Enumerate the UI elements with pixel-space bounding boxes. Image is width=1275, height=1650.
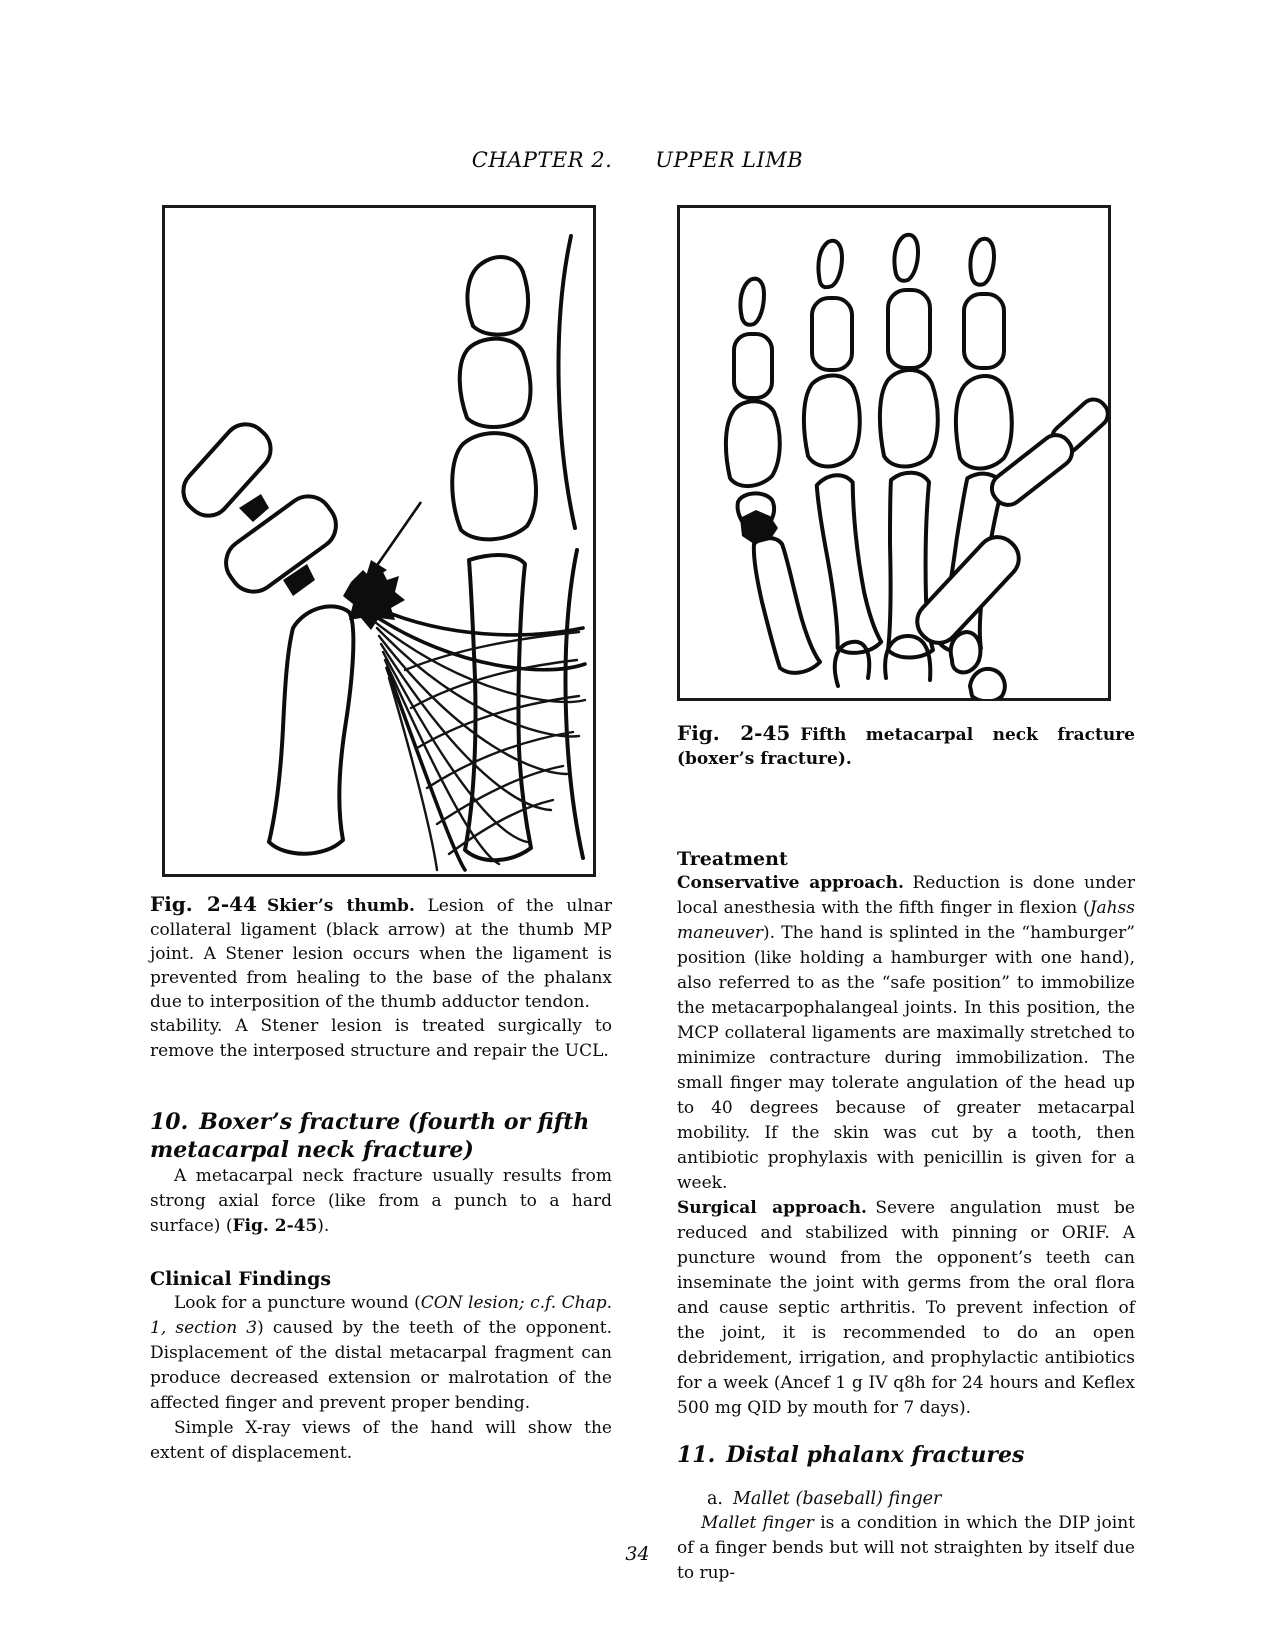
clinical-text: Look for a puncture wound ( <box>174 1293 421 1313</box>
clinical-findings-heading: Clinical Findings <box>150 1268 332 1290</box>
figure-2-45-reference: Fig. 2-45 <box>232 1216 318 1236</box>
figure-2-45-label: Fig. 2-45 <box>677 721 791 745</box>
conservative-text: Reduction is done under local anesthesia with the fifth finger in flexion ( <box>677 873 1135 918</box>
figure-2-44-caption-text: Lesion of the ulnar collateral ligament (black arrow) at the thumb MP joint. A Stener lesion occurs when the ligament is prevented from healing to the base of the phalanx due to interposition of the thumb adductor tendon. <box>150 896 613 1012</box>
clinical-text-end: ) caused by the teeth of the opponent. Displacement of the distal metacarpal fragment can produce decreased extension or malrotation of the affected finger and prevent proper bending. <box>150 1318 612 1413</box>
surgical-approach-paragraph <box>677 1196 1135 1421</box>
section-11-heading: 11. Distal phalanx fractures <box>677 1442 1025 1468</box>
intro-text: A metacarpal neck fracture usually results from strong axial force (like from a punch to a hard surface) ( <box>150 1166 612 1236</box>
treatment-heading: Treatment <box>677 848 788 870</box>
figure-2-45-caption <box>677 721 1135 771</box>
conservative-approach-paragraph <box>677 871 1135 1196</box>
intro-text-end: ). <box>317 1216 330 1236</box>
boxer-fracture-intro-paragraph <box>150 1164 612 1239</box>
surgical-text: Severe angulation must be reduced and stabilized with pinning or ORIF. A puncture wound from the opponent’s teeth can inseminate the joint with germs from the oral flora and cause septic arthritis. To prevent infection of the joint, it is recommended to do an open debridement, irrigation, and prophylactic antibiotics for a week (Ancef 1 g IV q8h for 24 hours and Keflex 500 mg QID by mouth for 7 days). <box>677 1198 1135 1418</box>
mallet-finger-term: Mallet finger <box>701 1513 814 1533</box>
jahss-maneuver-term: Jahss maneuver <box>677 898 1135 943</box>
subsection-a-heading <box>707 1487 1135 1511</box>
continuation-paragraph: stability. A Stener lesion is treated surgically to remove the interposed structure and repair the UCL. <box>150 1016 612 1061</box>
boxer-fracture-hand-drawing <box>680 208 1109 699</box>
subsection-a-label: a. <box>707 1489 723 1509</box>
conservative-text-end: ). The hand is splinted in the “hamburger” position (like holding a hamburger with one hand), also referred to as the “safe position” to immobilize the metacarpophalangeal joints. In this position, the MCP collateral ligaments are maximally stretched to minimize contracture during immobilization. The small finger may tolerate angulation of the head up to 40 degrees because of greater metacarpal mobility. If the skin was cut by a tooth, then antibiotic prophylaxis with penicillin is given for a week. <box>677 923 1135 1193</box>
figure-2-44 <box>162 205 596 877</box>
conservative-approach-label: Conservative approach. <box>677 873 904 893</box>
subsection-a-title: Mallet (baseball) finger <box>733 1489 942 1509</box>
running-header: CHAPTER 2. UPPER LIMB <box>471 148 804 172</box>
figure-2-45-caption-text: Fifth metacarpal neck fracture (boxer’s fracture). <box>677 725 1135 769</box>
clinical-findings-paragraph-1 <box>150 1291 612 1416</box>
clinical-findings-paragraph-2: Simple X-ray views of the hand will show the extent of displacement. <box>150 1418 612 1463</box>
section-10-heading: 10. Boxer’s fracture (fourth or fifth metacarpal neck fracture) <box>150 1109 590 1163</box>
figure-2-44-caption <box>150 892 612 1014</box>
left-column <box>150 205 612 1466</box>
figure-2-45 <box>677 205 1111 701</box>
con-lesion-reference: CON lesion; c.f. Chap. 1, section 3 <box>150 1293 612 1338</box>
right-column <box>677 205 1135 1586</box>
mallet-text: is a condition in which the DIP joint of a finger bends but will not straighten by itself due to rup- <box>677 1513 1135 1583</box>
figure-2-44-label: Fig. 2-44 <box>150 892 257 916</box>
skiers-thumb-xray-drawing <box>165 208 593 874</box>
page-number: 34 <box>625 1543 650 1565</box>
figure-2-44-subtitle: Skier’s thumb. <box>266 896 415 916</box>
surgical-approach-label: Surgical approach. <box>677 1198 867 1218</box>
lesion-arrow <box>363 502 421 586</box>
